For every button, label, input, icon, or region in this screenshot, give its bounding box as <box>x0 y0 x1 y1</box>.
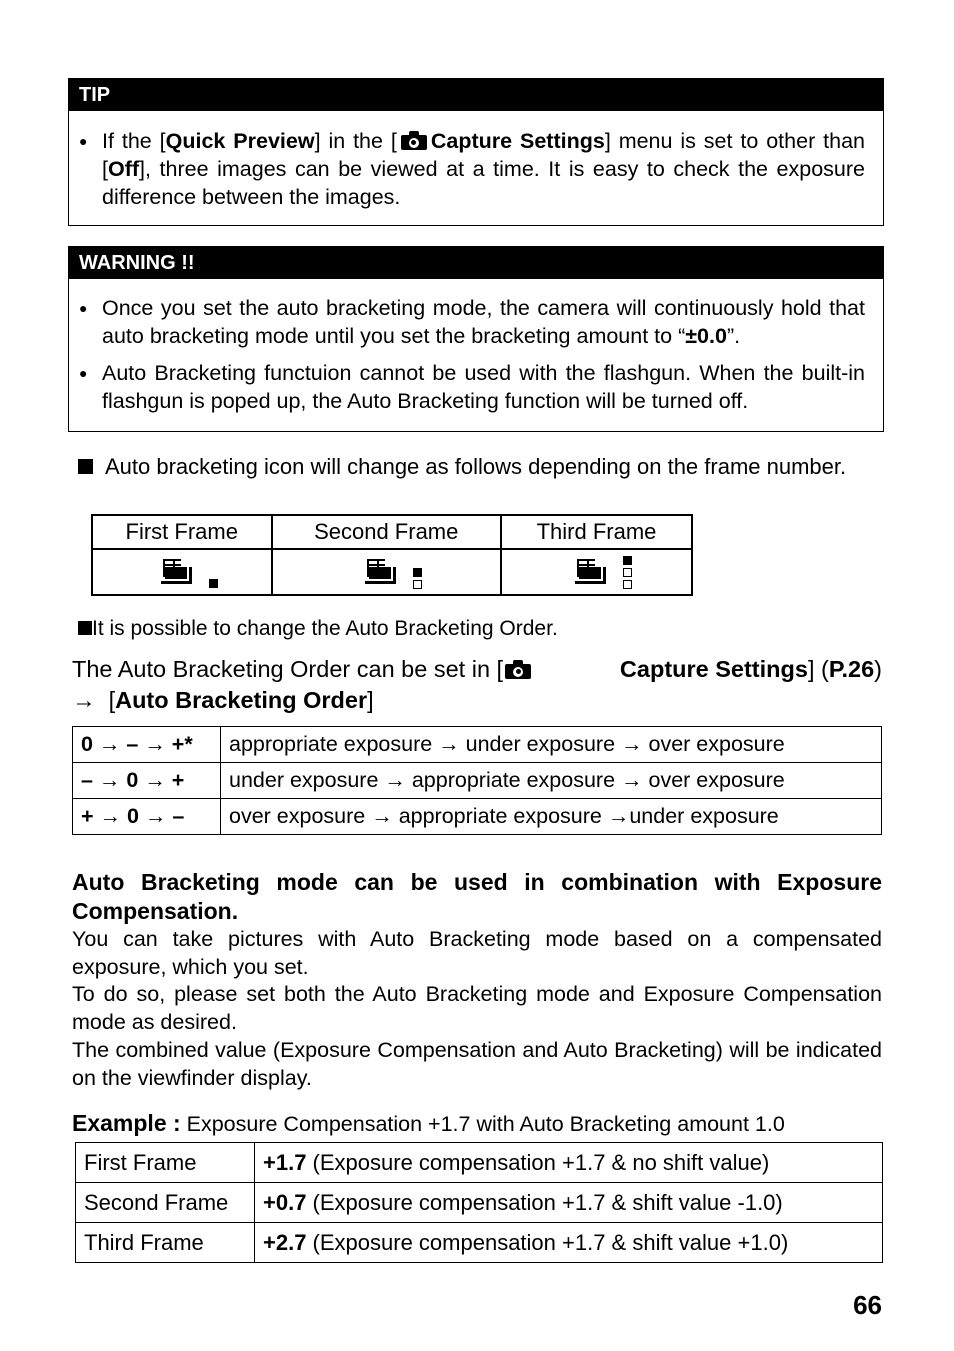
example-value-cell: +2.7 (Exposure compensation +1.7 & shift value +1.0) <box>255 1223 883 1263</box>
bracketing-third-frame-icon <box>573 555 619 589</box>
icon-note: Auto bracketing icon will change as follows depending on the frame number. <box>78 453 882 481</box>
square-bullet-icon <box>78 621 92 635</box>
frame-header-second: Second Frame <box>272 515 501 549</box>
warning-box <box>68 246 884 432</box>
square-bullet-icon <box>78 459 93 474</box>
combination-heading: Auto Bracketing mode can be used in combination with Exposure Compensation. <box>72 869 882 924</box>
table-row <box>73 727 882 763</box>
order-description: over exposure → appropriate exposure →under exposure <box>221 799 882 835</box>
order-setting-line: The Auto Bracketing Order can be set in [ Capture Settings] (P.26) → [Auto Bracketing Order] <box>72 656 882 713</box>
example-value-cell: +0.7 (Exposure compensation +1.7 & shift value -1.0) <box>255 1183 883 1223</box>
warning-bullet-2: ● Auto Bracketing functuion cannot be used with the flashgun. When the built-in flashgun is poped up, the Auto Bracketing function will be turned off. <box>69 359 883 415</box>
combination-paragraph-3: The combined value (Exposure Compensation and Auto Bracketing) will be indicated on the viewfinder display. <box>72 1038 882 1090</box>
example-frame: Third Frame <box>76 1223 255 1263</box>
frame-header-first: First Frame <box>92 515 272 549</box>
table-row <box>73 799 882 835</box>
order-description: appropriate exposure → under exposure → over exposure <box>221 727 882 763</box>
table-row <box>76 1143 883 1183</box>
bracketing-first-frame-icon <box>159 555 205 589</box>
bracketing-order-table <box>72 726 882 835</box>
frame-header-third: Third Frame <box>501 515 692 549</box>
order-code: 0 → – → +* <box>73 727 221 763</box>
arrow-icon: → <box>72 687 96 713</box>
frame-icon-table <box>91 514 693 596</box>
stacked-frames-icon <box>363 559 399 585</box>
bracketing-second-frame-icon <box>363 555 409 589</box>
table-row <box>76 1183 883 1223</box>
example-frame: Second Frame <box>76 1183 255 1223</box>
tip-bullet: ● If the [Quick Preview] in the [ Capture Settings] menu is set to other than [Off], three images can be viewed at a time. It is easy to check the exposure difference between the images. <box>69 127 883 211</box>
camera-icon <box>505 660 531 679</box>
order-code: + → 0 → – <box>73 799 221 835</box>
warning-heading: WARNING !! <box>69 247 883 279</box>
stacked-frames-icon <box>573 559 609 585</box>
stacked-frames-icon <box>159 559 195 585</box>
example-frame: First Frame <box>76 1143 255 1183</box>
table-row <box>73 763 882 799</box>
order-code: – → 0 → + <box>73 763 221 799</box>
page-number: 66 <box>853 1290 882 1320</box>
warning-bullet-1: ● Once you set the auto bracketing mode, the camera will continuously hold that auto bracketing mode until you set the bracketing amount to “±0.0”. <box>69 294 883 350</box>
combination-paragraph-2: To do so, please set both the Auto Bracketing mode and Exposure Compensation mode as desired. <box>72 982 882 1034</box>
table-row <box>76 1223 883 1263</box>
order-note: It is possible to change the Auto Bracketing Order. <box>78 617 558 641</box>
example-line: Example : Exposure Compensation +1.7 with Auto Bracketing amount 1.0 <box>72 1110 785 1136</box>
camera-icon <box>401 131 427 150</box>
example-table <box>75 1142 883 1263</box>
tip-box <box>68 78 884 226</box>
example-value-cell: +1.7 (Exposure compensation +1.7 & no shift value) <box>255 1143 883 1183</box>
tip-heading: TIP <box>69 79 883 111</box>
order-description: under exposure → appropriate exposure → over exposure <box>221 763 882 799</box>
combination-paragraph-1: You can take pictures with Auto Bracketing mode based on a compensated exposure, which you set. <box>72 927 882 979</box>
